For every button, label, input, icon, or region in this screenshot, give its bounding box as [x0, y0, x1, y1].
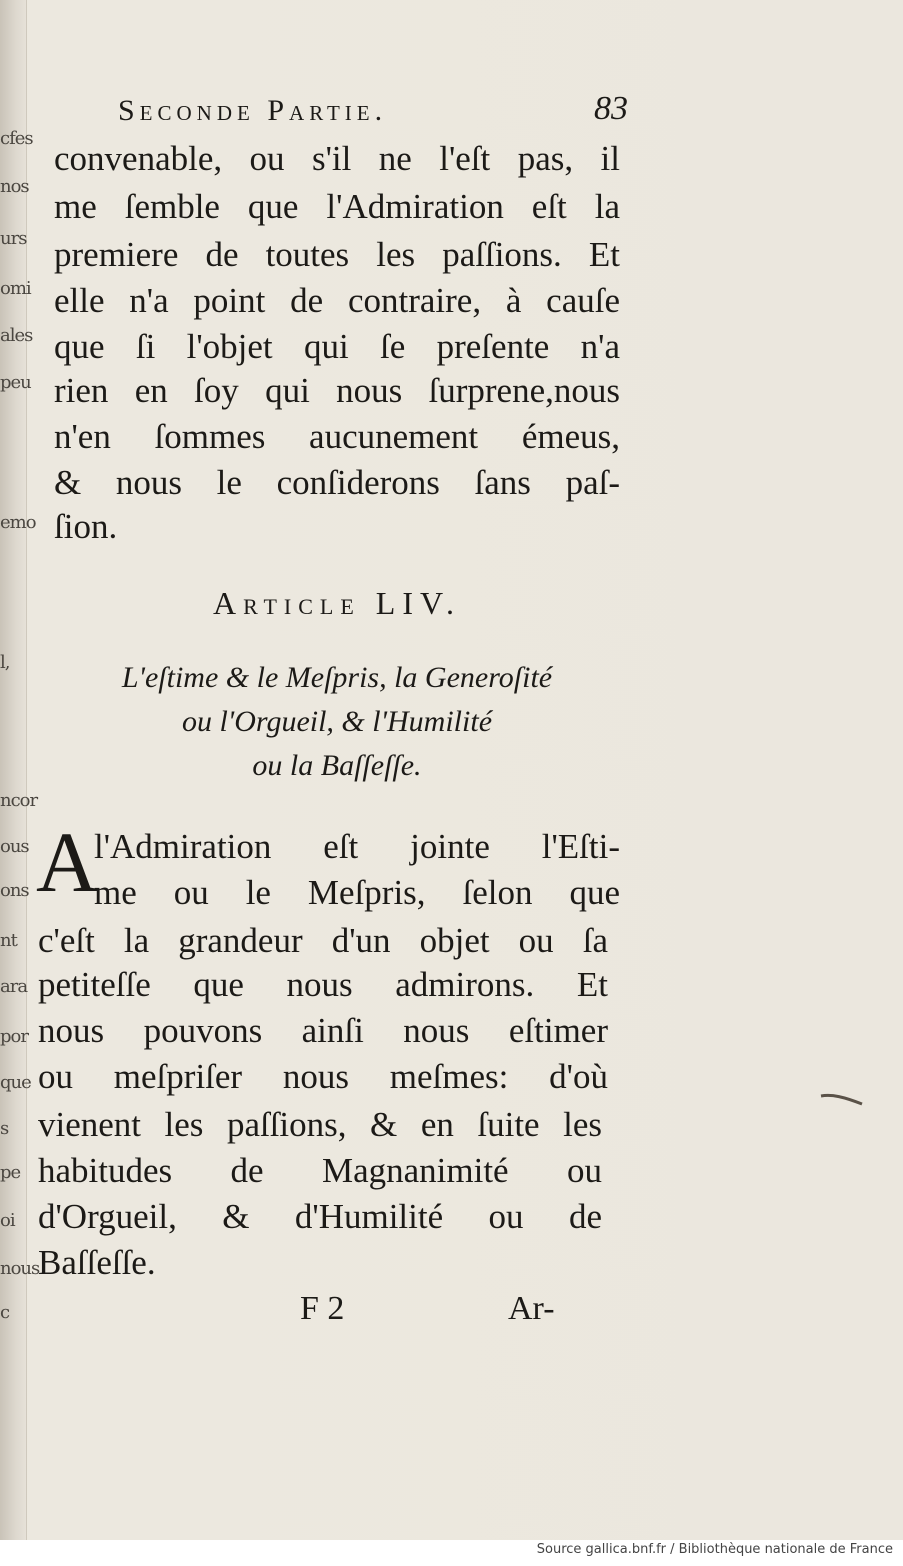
text-line: c'eſt la grandeur d'un objet ou ſa — [38, 921, 608, 960]
page-header — [118, 90, 628, 134]
text-line: premiere de toutes les paſſions. Et — [54, 235, 620, 274]
text-line: habitudes de Magnanimité ou — [38, 1151, 602, 1190]
bleed-fragment: ales — [0, 325, 33, 346]
page-number: 83 — [594, 90, 628, 127]
bleed-fragment: urs — [0, 228, 27, 249]
bleed-fragment: s — [0, 1118, 9, 1139]
bleed-fragment: l, — [0, 652, 10, 673]
text-line: Baſſeſſe. — [38, 1243, 156, 1282]
ink-mark — [820, 1092, 864, 1106]
drop-capital: A — [36, 814, 99, 910]
bleed-fragment: omi — [0, 278, 31, 299]
bleed-through-fragments — [0, 0, 40, 1540]
bleed-fragment: nos — [0, 176, 29, 197]
bleed-fragment: nous — [0, 1258, 40, 1279]
article-title-line: ou l'Orgueil, & l'Humilité — [181, 705, 493, 738]
bleed-fragment: ncor — [0, 790, 38, 811]
text-line: que ſi l'objet qui ſe preſente n'a — [54, 327, 620, 366]
text-line: ſion. — [54, 507, 118, 546]
text-line: rien en ſoy qui nous ſurprene,nous — [54, 371, 620, 410]
text-line: l'Admiration eſt jointe l'Eſti- — [94, 827, 620, 866]
bleed-fragment: ons — [0, 880, 29, 901]
bleed-fragment: ara — [0, 976, 28, 997]
text-line: n'en ſommes aucunement émeus, — [54, 417, 620, 456]
article-heading: Article LIV. — [213, 585, 461, 621]
text-line: & nous le conſiderons ſans paſ- — [54, 463, 620, 502]
text-line: ou meſpriſer nous meſmes: d'où — [38, 1057, 608, 1096]
bleed-fragment: ous — [0, 836, 29, 857]
bleed-fragment: oi — [0, 1210, 15, 1231]
bleed-fragment: que — [0, 1072, 31, 1093]
bleed-fragment: c — [0, 1302, 10, 1323]
bleed-fragment: nt — [0, 930, 17, 951]
running-head: Seconde Partie. — [118, 94, 388, 127]
text-line: me ſemble que l'Admiration eſt la — [54, 187, 620, 226]
bleed-fragment: emo — [0, 512, 36, 533]
source-credit: Source gallica.bnf.fr / Bibliothèque nationale de France — [536, 1542, 893, 1557]
bleed-fragment: pe — [0, 1162, 21, 1183]
text-line: d'Orgueil, & d'Humilité ou de — [38, 1197, 602, 1236]
text-line: nous pouvons ainſi nous eſtimer — [38, 1011, 608, 1050]
catchword: Ar- — [508, 1290, 555, 1327]
article-title-line: ou la Baſſeſſe. — [252, 749, 422, 782]
article-title-line: L'eſtime & le Meſpris, la Generoſité — [121, 661, 553, 694]
text-line: vienent les paſſions, & en ſuite les — [38, 1105, 602, 1144]
text-line: convenable, ou s'il ne l'eſt pas, il — [54, 139, 620, 178]
signature-mark: F 2 — [300, 1290, 345, 1327]
bleed-fragment: por — [0, 1026, 28, 1047]
bleed-fragment: peu — [0, 372, 31, 393]
bleed-fragment: cfes — [0, 128, 33, 149]
text-line: me ou le Meſpris, ſelon que — [94, 873, 620, 912]
text-line: petiteſſe que nous admirons. Et — [38, 965, 608, 1004]
text-line: elle n'a point de contraire, à cauſe — [54, 281, 620, 320]
